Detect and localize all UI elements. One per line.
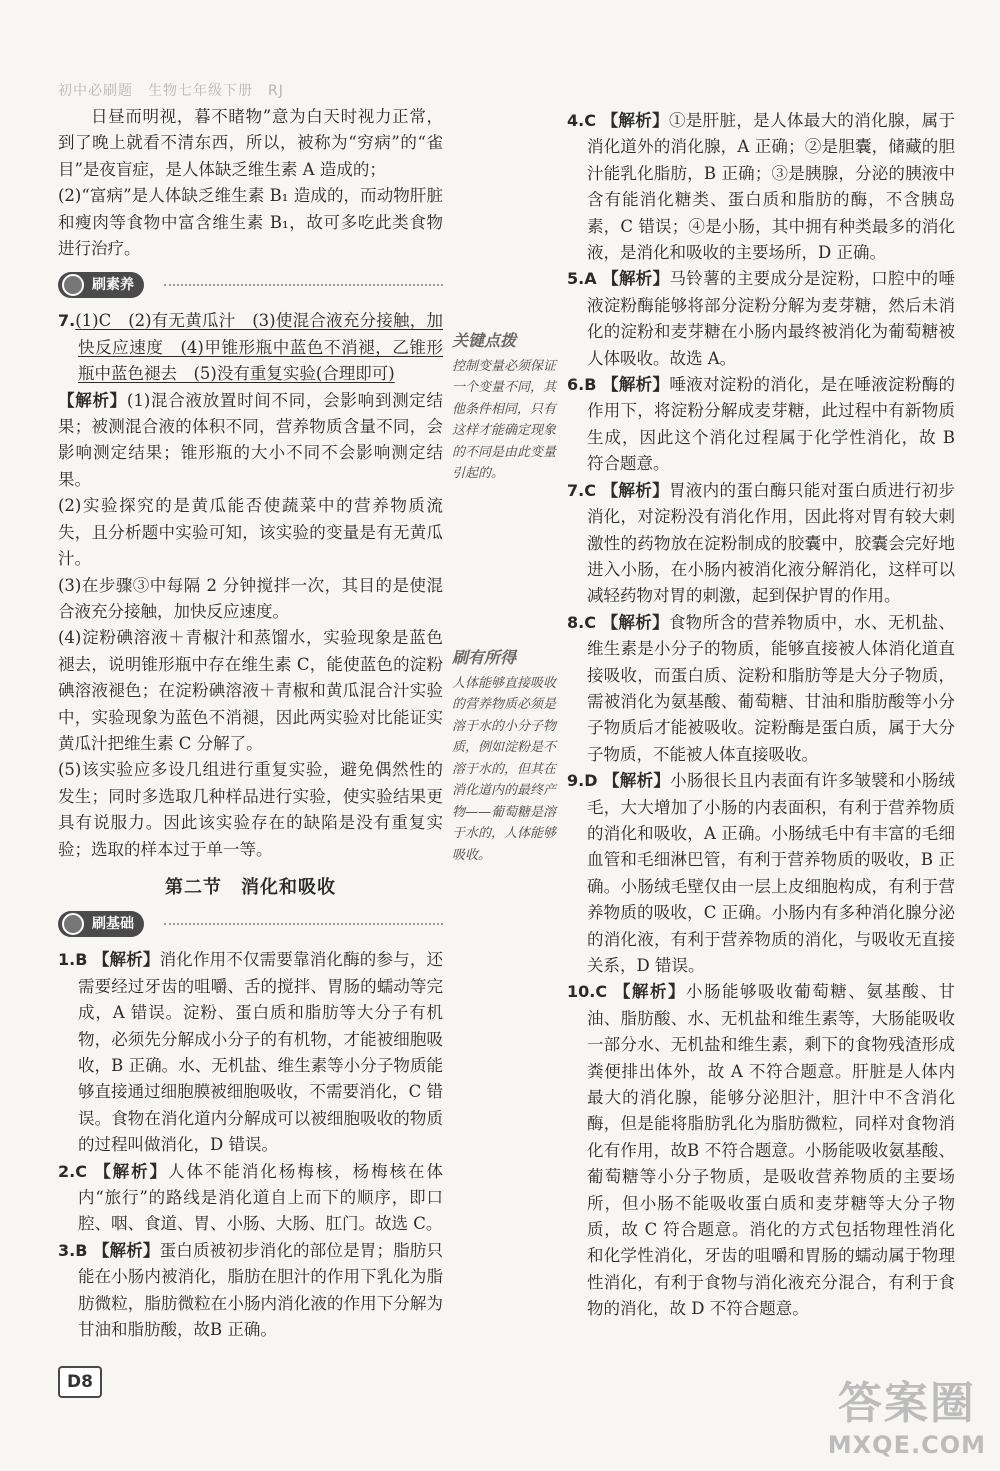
watermark-text: 答案圈 bbox=[837, 1378, 976, 1429]
answer-letter: B bbox=[75, 950, 88, 970]
question-7-analysis-1 bbox=[58, 388, 443, 494]
analysis-label: 【解析】 bbox=[613, 982, 687, 1002]
analysis-text: 马铃薯的主要成分是淀粉，口腔中的唾液淀粉酶能够将部分淀粉分解为麦芽糖，然后未消化的淀粉和麦芽糖在小肠内最终被消化为葡萄糖被人体吸收。故选 A。 bbox=[587, 269, 955, 368]
question-7 bbox=[567, 478, 955, 610]
section-badge-label: 刷基础 bbox=[92, 916, 134, 933]
sidenote-text: 人体能够直接吸收的营养物质必须是溶于水的小分子物质，例如淀粉是不溶于水的，但其在消化道内的最终产物——葡萄糖是溶于水的，人体能够吸收。 bbox=[452, 675, 557, 863]
question-1 bbox=[58, 947, 443, 1158]
running-header: 初中必刷题 生物七年级下册 RJ bbox=[58, 83, 284, 99]
question-number: 7. bbox=[58, 311, 76, 331]
analysis-label: 【解析】 bbox=[603, 771, 671, 791]
sidenote-title: 刷有所得 bbox=[452, 648, 517, 667]
left-column bbox=[58, 104, 443, 1343]
answer-letter: B bbox=[584, 375, 597, 395]
question-number: 8. bbox=[567, 612, 585, 632]
right-column bbox=[567, 108, 955, 1323]
question-7-answer bbox=[58, 308, 443, 387]
section-banner-basic bbox=[58, 911, 443, 939]
analysis-text: 蛋白质被初步消化的部位是胃；脂肪只能在小肠内被消化，脂肪在胆汁的作用下乳化为脂肪微粒，脂肪微粒在小肠内消化液的作用下分解为甘油和脂肪酸，故B 正确。 bbox=[78, 1240, 444, 1340]
question-5 bbox=[567, 266, 955, 372]
analysis-text: 小肠很长且内表面有许多皱襞和小肠绒毛，大大增加了小肠的内表面积，有利于营养物质的消化和吸收，A 正确。小肠绒毛中有丰富的毛细血管和毛细淋巴管，有利于营养物质的吸收，B 正确。小肠绒毛壁仅由一层上皮细胞构成，有利于营养物质的吸收，C 正确。小肠内有多种消化腺分泌的消化液，有利于营养物质的消化，与吸收无直接关系，D 错误。 bbox=[587, 771, 956, 975]
sidenote-takeaway bbox=[452, 647, 560, 866]
analysis-text: 唾液对淀粉的消化，是在唾液淀粉酶的作用下，将淀粉分解成麦芽糖，此过程中有新物质生成，因此这个消化过程属于化学性消化，故 B 符合题意。 bbox=[587, 375, 956, 474]
analysis-text: 胃液内的蛋白酶只能对蛋白质进行初步消化，对淀粉没有消化作用，因此将对胃有较大刺激性的药物放在淀粉制成的胶囊中，胶囊会完好地进入小肠，在小肠内被消化液分解消化，这样可以减轻药物对胃的刺激，起到保护胃的作用。 bbox=[587, 480, 956, 606]
analysis-label: 【解析】 bbox=[601, 612, 669, 632]
answer-letter: C bbox=[595, 982, 608, 1002]
analysis-label: 【解析】 bbox=[92, 1240, 160, 1260]
question-7-analysis-4: (4)淀粉碘溶液＋青椒汁和蒸馏水，实验现象是蓝色褪去，说明锥形瓶中存在维生素 C，能使蓝色的淀粉碘溶液褪色；在淀粉碘溶液＋青椒和黄瓜混合汁实验中，实验现象为蓝色不消褪，因此两实验对比能证实黄瓜汁把维生素 C 分解了。 bbox=[58, 628, 443, 753]
page-number: D8 bbox=[58, 1366, 102, 1398]
question-10 bbox=[567, 979, 955, 1322]
answer-text: (1)C (2)有无黄瓜汁 (3)使混合液充分接触，加快反应速度 (4)甲锥形瓶中蓝色不消褪，乙锥形瓶中蓝色褪去 (5)没有重复实验(合理即可) bbox=[75, 311, 443, 384]
intro-paragraph-2: (2)“富病”是人体缺乏维生素 B₁ 造成的，而动物肝脏和瘦肉等食物中富含维生素 B₁，故可多吃此类食物进行治疗。 bbox=[58, 186, 443, 259]
intro-paragraph-1: 日昼而明视，暮不睹物”意为白天时视力正常，到了晚上就看不清东西，所以，被称为“穷病”的“雀目”是夜盲症，是人体缺乏维生素 A 造成的； bbox=[58, 107, 443, 179]
sidenote-text: 控制变量必须保证一个变量不同，其他条件相同，只有这样才能确定现象的不同是由此变量引起的。 bbox=[452, 358, 557, 481]
question-number: 9. bbox=[567, 771, 585, 791]
sidenote-title: 关键点拨 bbox=[452, 331, 517, 350]
analysis-label: 【解析】 bbox=[92, 950, 160, 970]
analysis-label: 【解析】 bbox=[601, 480, 669, 500]
question-8 bbox=[567, 610, 955, 768]
sidenote-key-points bbox=[452, 330, 560, 485]
section-banner-literacy bbox=[58, 272, 443, 300]
question-number: 1. bbox=[58, 950, 76, 970]
dotted-divider bbox=[164, 923, 443, 925]
analysis-label: 【解析】 bbox=[94, 1161, 169, 1181]
answer-letter: C bbox=[584, 612, 596, 632]
brush-icon bbox=[62, 913, 84, 935]
answer-letter: C bbox=[584, 111, 596, 130]
dotted-divider bbox=[164, 284, 443, 286]
question-number: 3. bbox=[58, 1240, 76, 1260]
analysis-text: ①是肝脏，是人体最大的消化腺，属于消化道外的消化腺，A 正确；②是胆囊，储藏的胆汁能乳化脂肪，B 正确；③是胰腺，分泌的胰液中含有能消化糖类、蛋白质和脂肪的酶，不含胰岛素，C 错误；④是小肠，其中拥有种类最多的消化液，是消化和吸收的主要场所，D 正确。 bbox=[587, 111, 956, 263]
question-number: 7. bbox=[567, 480, 585, 500]
answer-letter: B bbox=[75, 1240, 88, 1260]
question-number: 2. bbox=[58, 1161, 76, 1181]
analysis-label: 【解析】 bbox=[601, 111, 669, 130]
question-number: 6. bbox=[567, 375, 585, 395]
brush-icon bbox=[62, 274, 84, 296]
section-badge bbox=[58, 272, 144, 298]
question-number: 4. bbox=[567, 111, 585, 130]
question-7-analysis-5: (5)该实验应多设几组进行重复实验，避免偶然性的发生；同时多选取几种样品进行实验，使实验结果更具有说服力。因此该实验存在的缺陷是没有重复实验；选取的样本过于单一等。 bbox=[58, 760, 443, 859]
analysis-text: 食物所含的营养物质中，水、无机盐、维生素是小分子的物质，能够直接被人体消化道直接吸收，而蛋白质、淀粉和脂肪等是大分子物质，需被消化为氨基酸、葡萄糖、甘油和脂肪酸等小分子物质后才能被吸收。淀粉酶是蛋白质，属于大分子物质，不能被人体直接吸收。 bbox=[587, 612, 956, 764]
section-badge-label: 刷素养 bbox=[92, 277, 134, 294]
answer-letter: D bbox=[584, 771, 598, 791]
watermark-logo bbox=[828, 1367, 986, 1459]
question-4 bbox=[567, 108, 955, 266]
analysis-label: 【解析】 bbox=[602, 375, 670, 395]
analysis-label: 【解析】 bbox=[602, 269, 670, 289]
analysis-text: (1)混合液放置时间不同，会影响到测定结果；被测混合液的体积不同，营养物质含量不同，会影响测定结果；锥形瓶的大小不同不会影响测定结果。 bbox=[58, 390, 444, 489]
analysis-label: 【解析】 bbox=[58, 390, 127, 410]
question-3 bbox=[58, 1238, 443, 1344]
answer-letter: A bbox=[584, 269, 597, 289]
analysis-text: 消化作用不仅需要靠消化酶的参与，还需要经过牙齿的咀嚼、舌的搅拌、胃肠的蠕动等完成，A 错误。淀粉、蛋白质和脂肪等大分子有机物，必须先分解成小分子的有机物，才能被细胞吸收，B 正确。水、无机盐、维生素等小分子物质能够直接通过细胞膜被细胞吸收，不需要消化，C 错误。食物在消化道内分解成可以被细胞吸收的物质的过程叫做消化，D 错误。 bbox=[78, 950, 444, 1155]
analysis-text: 人体不能消化杨梅核，杨梅核在体内“旅行”的路线是消化道自上而下的顺序，即口腔、咽、食道、胃、小肠、大肠、肛门。故选 C。 bbox=[78, 1161, 444, 1234]
question-7-analysis-2: (2)实验探究的是黄瓜能否使蔬菜中的营养物质流失，且分析题中实验可知，该实验的变量是有无黄瓜汁。 bbox=[58, 496, 443, 569]
answer-letter: C bbox=[75, 1161, 87, 1181]
question-2 bbox=[58, 1159, 443, 1238]
question-number: 5. bbox=[567, 269, 585, 289]
section-title: 第二节 消化和吸收 bbox=[165, 876, 336, 898]
section-badge bbox=[58, 911, 144, 937]
question-6 bbox=[567, 372, 955, 478]
question-number: 10. bbox=[567, 982, 596, 1002]
answer-letter: C bbox=[584, 480, 596, 500]
watermark-url: MXQE.COM bbox=[827, 1431, 986, 1459]
question-9 bbox=[567, 768, 955, 979]
question-7-analysis-3: (3)在步骤③中每隔 2 分钟搅拌一次，其目的是使混合液充分接触，加快反应速度。 bbox=[58, 575, 443, 621]
analysis-text: 小肠能够吸收葡萄糖、氨基酸、甘油、脂肪酸、水、无机盐和维生素等，大肠能吸收一部分水、无机盐和维生素，剩下的食物残渣形成粪便排出体外，故 A 不符合题意。肝脏是人体内最大的消化腺，能够分泌胆汁，胆汁中不含消化酶，但是能将脂肪乳化为脂肪微粒，同样对食物消化有作用，故B 不符合题意。小肠能吸收氨基酸、葡萄糖等小分子物质，是吸收营养物质的主要场所，但小肠不能吸收蛋白质和麦芽糖等大分子物质，故 C 符合题意。消化的方式包括物理性消化和化学性消化，牙齿的咀嚼和胃肠的蠕动属于物理性消化，有利于食物与消化液充分混合，有利于食物的消化，故 D 不符合题意。 bbox=[587, 982, 955, 1319]
